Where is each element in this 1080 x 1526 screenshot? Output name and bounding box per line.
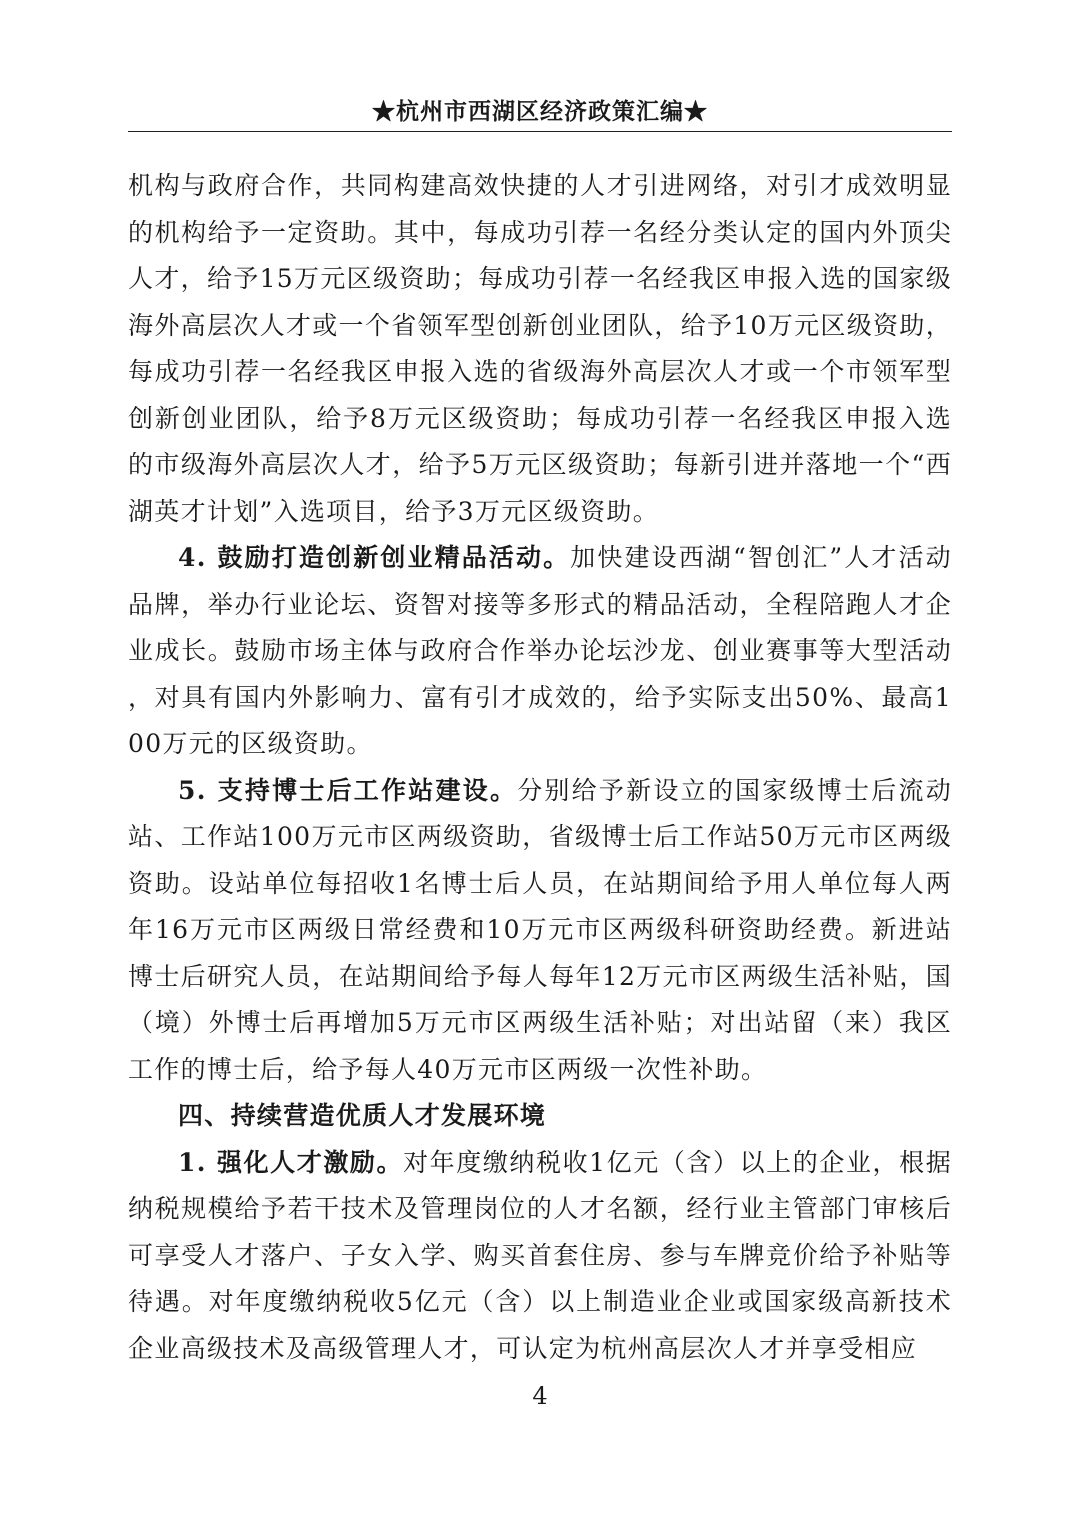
- item-1-body: 对年度缴纳税收1亿元（含）以上的企业，根据纳税规模给予若干技术及管理岗位的人才名额，经行业主管部门审核后可享受人才落户、子女入学、购买首套住房、参与车牌竞价给予补贴等待遇。对年度缴纳税收5亿元（含）以上制造业企业或国家级高新技术企业高级技术及高级管理人才，可认定为杭州高层次人才并享受相应: [128, 1147, 952, 1363]
- item-4-title: 4. 鼓励打造创新创业精品活动。: [178, 543, 571, 572]
- paragraph-item-4: [128, 535, 952, 768]
- item-5-body: 分别给予新设立的国家级博士后流动站、工作站100万元市区两级资助，省级博士后工作站50万元市区两级资助。设站单位每招收1名博士后人员，在站期间给予用人单位每人两年16万元市区两级日常经费和10万元市区两级科研资助经费。新进站博士后研究人员，在站期间给予每人每年12万元市区两级生活补贴，国（境）外博士后再增加5万元市区两级生活补贴；对出站留（来）我区工作的博士后，给予每人40万元市区两级一次性补助。: [128, 775, 952, 1084]
- section-heading: 四、持续营造优质人才发展环境: [178, 1101, 547, 1130]
- paragraph-item-5: [128, 768, 952, 1094]
- page-number: 4: [532, 1382, 548, 1410]
- document-body: [128, 163, 952, 1372]
- item-1-title: 1. 强化人才激励。: [178, 1147, 404, 1177]
- item-4-body: 加快建设西湖“智创汇”人才活动品牌，举办行业论坛、资智对接等多形式的精品活动，全程陪跑人才企业成长。鼓励市场主体与政府合作举办论坛沙龙、创业赛事等大型活动，对具有国内外影响力、富有引才成效的，给予实际支出50%、最高100万元的区级资助。: [128, 543, 952, 758]
- item-5-title: 5. 支持博士后工作站建设。: [178, 775, 518, 805]
- paragraph-continuation: 机构与政府合作，共同构建高效快捷的人才引进网络，对引才成效明显的机构给予一定资助。其中，每成功引荐一名经分类认定的国内外顶尖人才，给予15万元区级资助；每成功引荐一名经我区申报入选的国家级海外高层次人才或一个省领军型创新创业团队，给予10万元区级资助，每成功引荐一名经我区申报入选的省级海外高层次人才或一个市领军型创新创业团队，给予8万元区级资助；每成功引荐一名经我区申报入选的市级海外高层次人才，给予5万元区级资助；每新引进并落地一个“西湖英才计划”入选项目，给予3万元区级资助。: [128, 171, 952, 526]
- paragraph-item-1: [128, 1140, 952, 1373]
- header-divider: [128, 131, 952, 132]
- running-header-title: ★杭州市西湖区经济政策汇编★: [372, 98, 708, 125]
